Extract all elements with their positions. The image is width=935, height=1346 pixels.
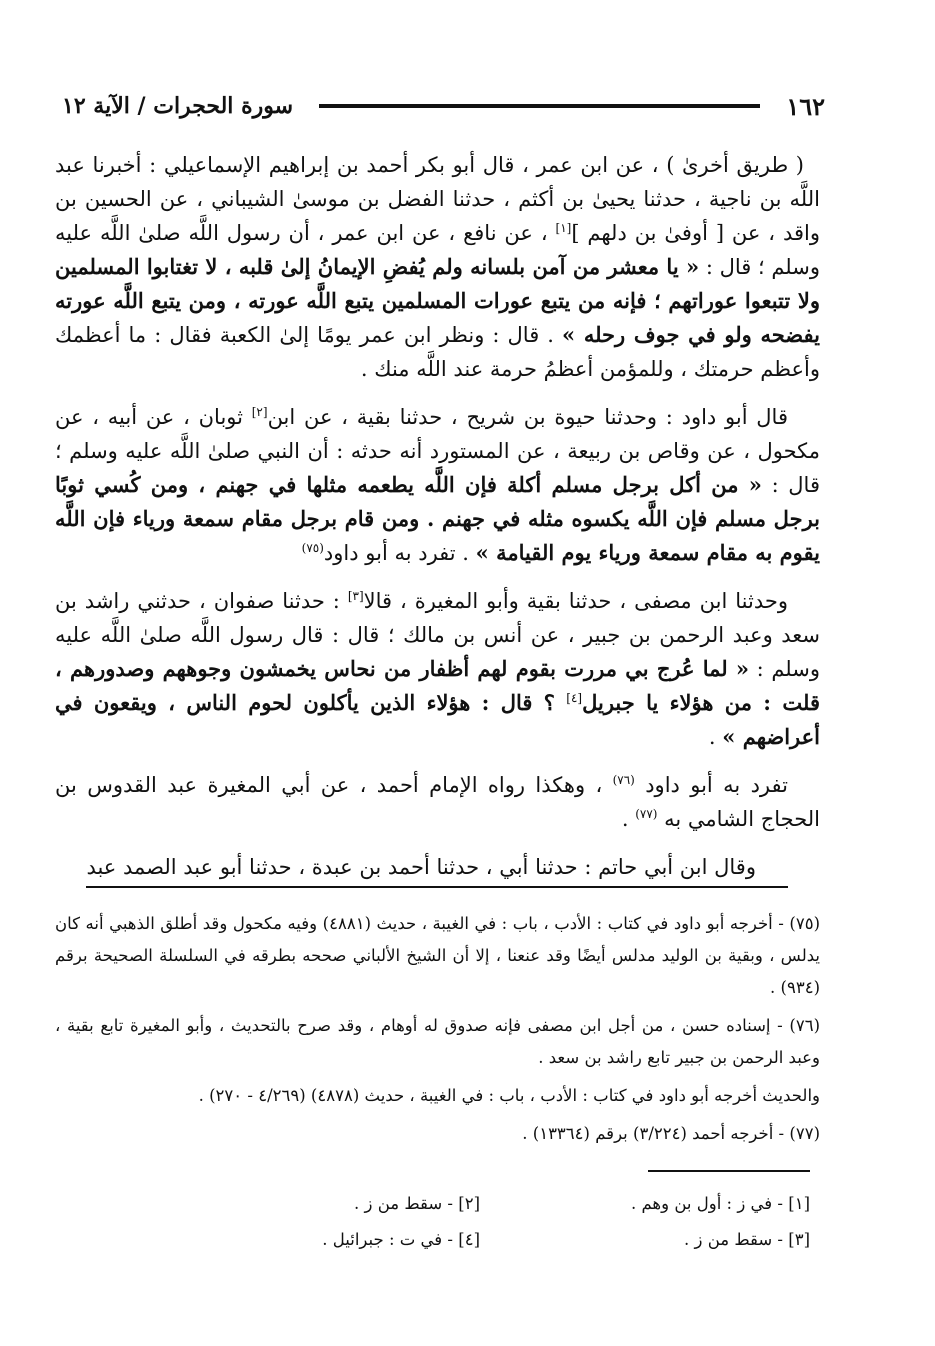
p1-text-a: ( طريق أخرىٰ ) ، عن ابن عمر ، قال أبو بكر أحمد بن إبراهيم الإسماعيلي : أخبرنا عبد اللَّه بن ناجية ، حدثنا يحيىٰ بن أكثم ، حدثنا الفضل بن موسىٰ الشيباني ، عن الحسين بن واقد ، عن [ أوفىٰ بن دلهم ] xyxy=(55,153,820,245)
footnote-77: (٧٧) - أخرجه أحمد (٣/٢٢٤) برقم (١٣٣٦٤) . xyxy=(522,1124,820,1143)
manuscript-note-1: [١] - في ز : أول بن وهم . xyxy=(630,1194,810,1213)
continuation-line: وقال ابن أبي حاتم : حدثنا أبي ، حدثنا أحمد بن عبدة ، حدثنا أبو عبد الصمد عبد xyxy=(86,850,788,888)
main-text xyxy=(55,148,820,888)
note-marker-1: [١] xyxy=(555,221,572,235)
paragraph-2 xyxy=(55,400,820,570)
p3-text-a: وحدثنا ابن مصفى ، حدثنا بقية وأبو المغيرة ، قالا xyxy=(363,589,788,613)
footnotes xyxy=(55,908,820,1156)
p4-text-b: ، وهكذا رواه الإمام أحمد ، عن أبي المغيرة عبد القدوس بن الحجاج الشامي به xyxy=(55,773,820,831)
running-title: سورة الحجرات / الآية ١٢ xyxy=(62,93,294,119)
paragraph-3 xyxy=(55,584,820,754)
p2-text-a: قال أبو داود : وحدثنا حيوة بن شريح ، حدثنا بقية ، عن ابن xyxy=(267,405,788,429)
manuscript-notes xyxy=(180,1186,810,1258)
footnote-ref-77: (٧٧) xyxy=(635,807,658,821)
footnote-ref-76: (٧٦) xyxy=(612,773,635,787)
hadith-text-3a: « لما عُرج بي مررت بقوم لهم أظفار من نحاس يخمشون وجوههم وصدورهم ، قلت : من هؤلاء يا جبريل xyxy=(55,656,821,715)
note-marker-2: [٢] xyxy=(251,405,268,419)
p4-text-c: . xyxy=(621,807,636,831)
note-marker-3: [٣] xyxy=(347,589,364,603)
p2-text-c: . تفرد به أبو داود xyxy=(323,541,476,565)
page-header xyxy=(62,86,825,126)
footnote-76: (٧٦) - إسناده حسن ، من أجل ابن مصفى فإنه صدوق له أوهام ، وقد صرح بالتحديث ، وأبو المغيرة تابع بقية ، وعبد الرحمن بن جبير تابع راشد بن سعد . xyxy=(55,1016,820,1067)
paragraph-1 xyxy=(55,148,820,386)
hadith-text-2: « من أكل برجل مسلم أكلة فإن اللَّه يطعمه مثلها في جهنم ، ومن كُسي ثوبًا برجل مسلم فإن اللَّه يكسوه مثله في جهنم . ومن قام برجل مقام سمعة ورياء فإن اللَّه يقوم به مقام سمعة ورياء يوم القيامة » xyxy=(55,472,820,565)
p4-text-a: تفرد به أبو داود xyxy=(634,773,788,797)
hadith-text-1: « يا معشر من آمن بلسانه ولم يُفضِ الإيمانُ إلىٰ قلبه ، لا تغتابوا المسلمين ولا تتبعوا عوراتهم ؛ فإنه من يتبع عورات المسلمين يتبع اللَّه عورته ، ومن يتبع اللَّه عورته يفضحه ولو في جوف رحله » xyxy=(55,254,820,347)
note-marker-4: [٤] xyxy=(566,691,583,705)
manuscript-note-4: [٤] - في ت : جبرائيل . xyxy=(322,1230,480,1249)
hadith-text-3b: ؟ قال : هؤلاء الذين يأكلون لحوم الناس ، ويقعون في أعراضهم » xyxy=(55,690,820,749)
footnote-ref-75: (٧٥) xyxy=(301,541,324,555)
p3-text-b: : حدثنا صفوان ، حدثني راشد بن سعد وعبد الرحمن بن جبير ، عن أنس بن مالك ؛ قال : قال رسول اللَّه صلىٰ اللَّه عليه وسلم : xyxy=(55,589,820,681)
p1-text-b: ، عن نافع ، عن ابن عمر ، أن رسول اللَّه صلىٰ اللَّه عليه وسلم ؛ قال : xyxy=(55,221,820,279)
p1-text-c: . قال : ونظر ابن عمر يومًا إلىٰ الكعبة فقال : ما أعظمك وأعظم حرمتك ، وللمؤمن أعظمُ حرمة عند اللَّه منك . xyxy=(55,323,820,381)
paragraph-5 xyxy=(55,850,820,888)
footnote-75: (٧٥) - أخرجه أبو داود في كتاب : الأدب ، باب : في الغيبة ، حديث (٤٨٨١) وفيه مكحول وقد أطلق الذهبي أنه كان يدلس ، وبقية بن الوليد مدلس أيضًا وقد عنعنا ، إلا أن الشيخ الألباني صححه بطرقه في السلسلة الصحيحة برقم (٩٣٤) . xyxy=(55,914,820,997)
manuscript-note-2: [٢] - سقط من ز . xyxy=(354,1194,480,1213)
footnote-76-cont: والحديث أخرجه أبو داود في كتاب : الأدب ، باب : في الغيبة ، حديث (٤٨٧٨) (٤/٢٦٩ - ٢٧٠) . xyxy=(198,1086,820,1105)
paragraph-4 xyxy=(55,768,820,836)
p2-text-b: ثوبان ، عن أبيه ، عن مكحول ، عن وقاص بن ربيعة ، عن المستورد أنه حدثه : أن النبي صلىٰ اللَّه عليه وسلم ؛ قال : xyxy=(55,405,820,497)
manuscript-note-3: [٣] - سقط من ز . xyxy=(684,1230,810,1249)
p3-text-c: . xyxy=(708,725,723,749)
header-rule xyxy=(319,104,760,108)
page-number: ١٦٢ xyxy=(786,91,825,121)
notes-separator xyxy=(648,1170,810,1172)
